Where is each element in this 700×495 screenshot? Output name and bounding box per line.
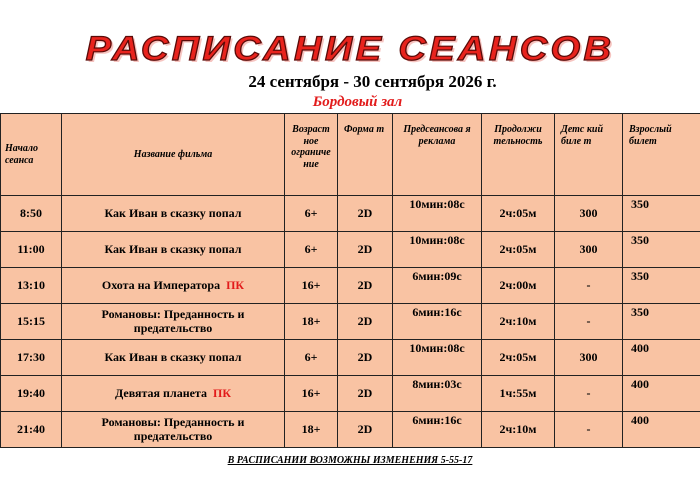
age-rating: 6+ [285, 232, 338, 268]
session-time: 17:30 [1, 340, 62, 376]
duration: 2ч:10м [482, 412, 555, 448]
pk-badge: ПК [226, 277, 245, 292]
pk-badge: ПК [212, 385, 232, 400]
duration: 2ч:10м [482, 304, 555, 340]
session-time: 8:50 [1, 196, 62, 232]
table-row [1, 340, 700, 376]
format: 2D [338, 304, 393, 340]
duration: 2ч:00м [482, 268, 555, 304]
film-name: Девятая планета [114, 385, 207, 400]
adult-ticket-price: 400 [623, 412, 700, 448]
age-rating: 18+ [285, 304, 338, 340]
duration: 1ч:55м [482, 376, 555, 412]
age-rating: 6+ [285, 340, 338, 376]
age-rating: 6+ [285, 196, 338, 232]
film-name: Как Иван в сказку попал [104, 349, 242, 364]
header-adult: Взрослый билет [623, 114, 700, 196]
table-row [1, 232, 700, 268]
page-title: РАСПИСАНИЕ СЕАНСОВ [85, 30, 615, 68]
age-rating: 16+ [285, 268, 338, 304]
child-ticket-price: - [555, 376, 623, 412]
adult-ticket-price: 350 [623, 232, 700, 268]
duration: 2ч:05м [482, 232, 555, 268]
header-format: Форма т [338, 114, 393, 196]
session-time: 13:10 [1, 268, 62, 304]
pre-show-ads: 10мин:08с [393, 340, 482, 376]
header-age: Возраст ное ограниче ние [285, 114, 338, 196]
film-name: Охота на Императора [101, 277, 221, 292]
session-time: 19:40 [1, 376, 62, 412]
header-child: Детс кий биле т [555, 114, 623, 196]
pre-show-ads: 10мин:08с [393, 232, 482, 268]
film-title [62, 304, 285, 340]
film-name: Романовы: Преданность и предательство [101, 306, 245, 335]
child-ticket-price: 300 [555, 232, 623, 268]
film-title [62, 232, 285, 268]
film-title [62, 268, 285, 304]
adult-ticket-price: 400 [623, 376, 700, 412]
pre-show-ads: 8мин:03с [393, 376, 482, 412]
age-rating: 16+ [285, 376, 338, 412]
duration: 2ч:05м [482, 340, 555, 376]
session-time: 15:15 [1, 304, 62, 340]
film-title [62, 412, 285, 448]
film-title [62, 376, 285, 412]
pre-show-ads: 6мин:09с [393, 268, 482, 304]
table-row [1, 268, 700, 304]
film-name: Романовы: Преданность и предательство [101, 414, 245, 443]
session-time: 11:00 [1, 232, 62, 268]
child-ticket-price: - [555, 268, 623, 304]
adult-ticket-price: 350 [623, 196, 700, 232]
table-row [1, 376, 700, 412]
adult-ticket-price: 350 [623, 268, 700, 304]
header-start: Начало сеанса [1, 114, 62, 196]
changes-notice: В РАСПИСАНИИ ВОЗМОЖНЫ ИЗМЕНЕНИЯ 5-55-17 [227, 455, 473, 466]
child-ticket-price: - [555, 412, 623, 448]
pre-show-ads: 10мин:08с [393, 196, 482, 232]
format: 2D [338, 376, 393, 412]
hall-name: Бордовый зал [312, 94, 403, 110]
date-range: 24 сентября - 30 сентября 2026 г. [248, 72, 497, 91]
age-rating: 18+ [285, 412, 338, 448]
format: 2D [338, 340, 393, 376]
pre-show-ads: 6мин:16с [393, 304, 482, 340]
pre-show-ads: 6мин:16с [393, 412, 482, 448]
schedule-table [0, 113, 700, 448]
header-duration: Продолжи тельность [482, 114, 555, 196]
film-name: Как Иван в сказку попал [104, 241, 242, 256]
format: 2D [338, 412, 393, 448]
child-ticket-price: 300 [555, 340, 623, 376]
table-row [1, 196, 700, 232]
film-name: Как Иван в сказку попал [104, 205, 242, 220]
adult-ticket-price: 400 [623, 340, 700, 376]
header-ads: Предсеансова я реклама [393, 114, 482, 196]
duration: 2ч:05м [482, 196, 555, 232]
table-row [1, 304, 700, 340]
adult-ticket-price: 350 [623, 304, 700, 340]
format: 2D [338, 196, 393, 232]
table-header-row [1, 114, 700, 196]
session-time: 21:40 [1, 412, 62, 448]
format: 2D [338, 268, 393, 304]
table-row [1, 412, 700, 448]
film-title [62, 340, 285, 376]
header-film: Название фильма [62, 114, 285, 196]
format: 2D [338, 232, 393, 268]
child-ticket-price: 300 [555, 196, 623, 232]
child-ticket-price: - [555, 304, 623, 340]
film-title [62, 196, 285, 232]
